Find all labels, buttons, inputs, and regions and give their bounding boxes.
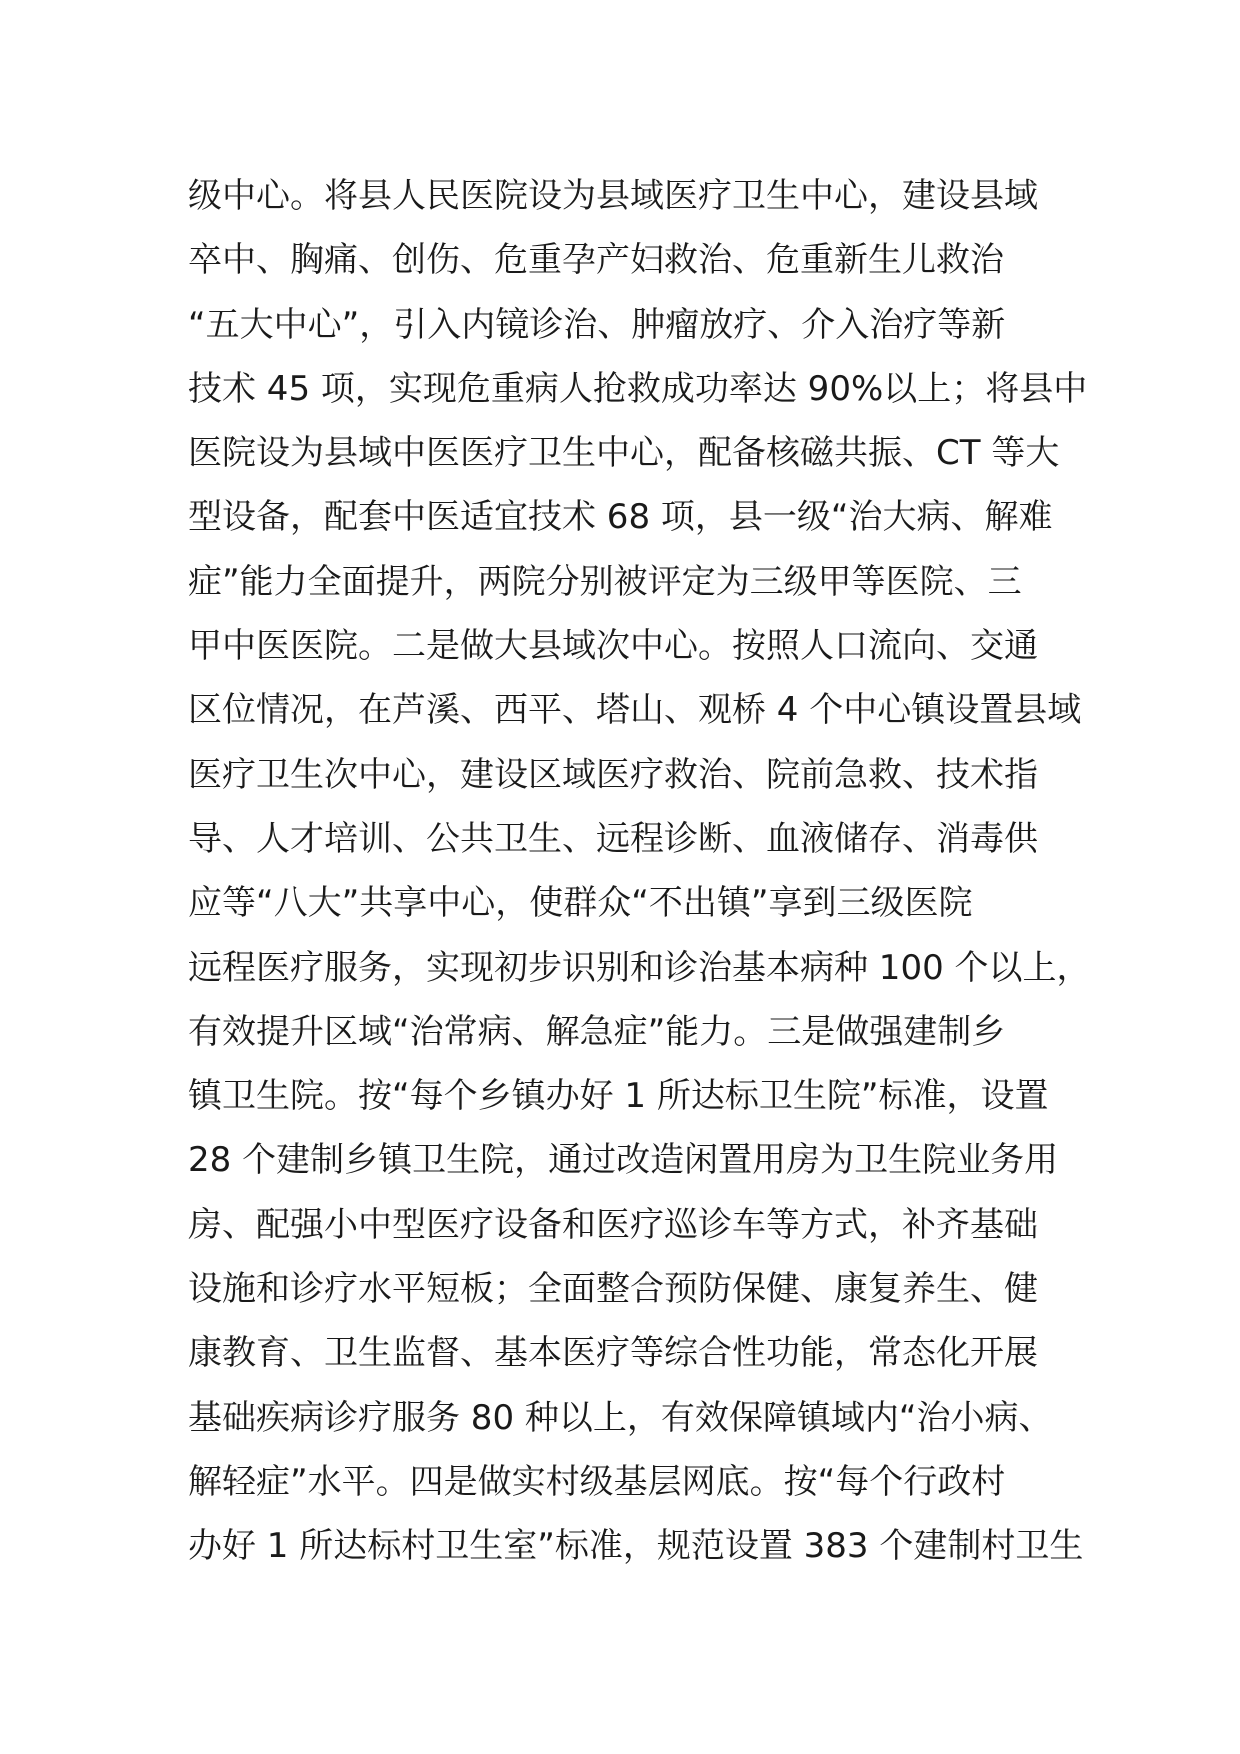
text-line: 级中心。将县人民医院设为县域医疗卫生中心，建设县域 xyxy=(188,176,1038,216)
text-line: 远程医疗服务，实现初步识别和诊治基本病种 100 个以上， xyxy=(188,947,1091,988)
text-line: 卒中、胸痛、创伤、危重孕产妇救治、危重新生儿救治 xyxy=(188,240,1004,281)
text-line: 解轻症”水平。四是做实村级基层网底。按“每个行政村 xyxy=(188,1461,1006,1502)
body-paragraph xyxy=(188,164,1091,1579)
text-line: 导、人才培训、公共卫生、远程诊断、血液储存、消毒供 xyxy=(188,818,1038,859)
text-line: 康教育、卫生监督、基本医疗等综合性功能，常态化开展 xyxy=(188,1333,1038,1374)
text-line: 技术 45 项，实现危重病人抢救成功率达 90%以上；将县中 xyxy=(188,368,1088,409)
text-line: 28 个建制乡镇卫生院，通过改造闲置用房为卫生院业务用 xyxy=(188,1140,1059,1181)
text-line: 应等“八大”共享中心，使群众“不出镇”享到三级医院 xyxy=(188,883,973,924)
text-line: 区位情况，在芦溪、西平、塔山、观桥 4 个中心镇设置县域 xyxy=(188,690,1082,731)
text-line: “五大中心”，引入内镜诊治、肿瘤放疗、介入治疗等新 xyxy=(188,304,1006,345)
text-line: 房、配强小中型医疗设备和医疗巡诊车等方式，补齐基础 xyxy=(188,1204,1038,1245)
text-line: 设施和诊疗水平短板；全面整合预防保健、康复养生、健 xyxy=(188,1269,1038,1310)
text-line: 办好 1 所达标村卫生室”标准，规范设置 383 个建制村卫生 xyxy=(188,1526,1084,1567)
text-line: 症”能力全面提升，两院分别被评定为三级甲等医院、三 xyxy=(188,561,1022,602)
text-line: 甲中医医院。二是做大县域次中心。按照人口流向、交通 xyxy=(188,626,1038,667)
text-line: 有效提升区域“治常病、解急症”能力。三是做强建制乡 xyxy=(188,1011,1006,1052)
text-line: 型设备，配套中医适宜技术 68 项，县一级“治大病、解难 xyxy=(188,497,1053,538)
text-line: 镇卫生院。按“每个乡镇办好 1 所达标卫生院”标准，设置 xyxy=(188,1076,1049,1117)
text-line: 医院设为县域中医医疗卫生中心，配备核磁共振、CT 等大 xyxy=(188,433,1060,474)
text-line: 基础疾病诊疗服务 80 种以上，有效保障镇域内“治小病、 xyxy=(188,1397,1053,1438)
text-line: 医疗卫生次中心，建设区域医疗救治、院前急救、技术指 xyxy=(188,754,1038,795)
